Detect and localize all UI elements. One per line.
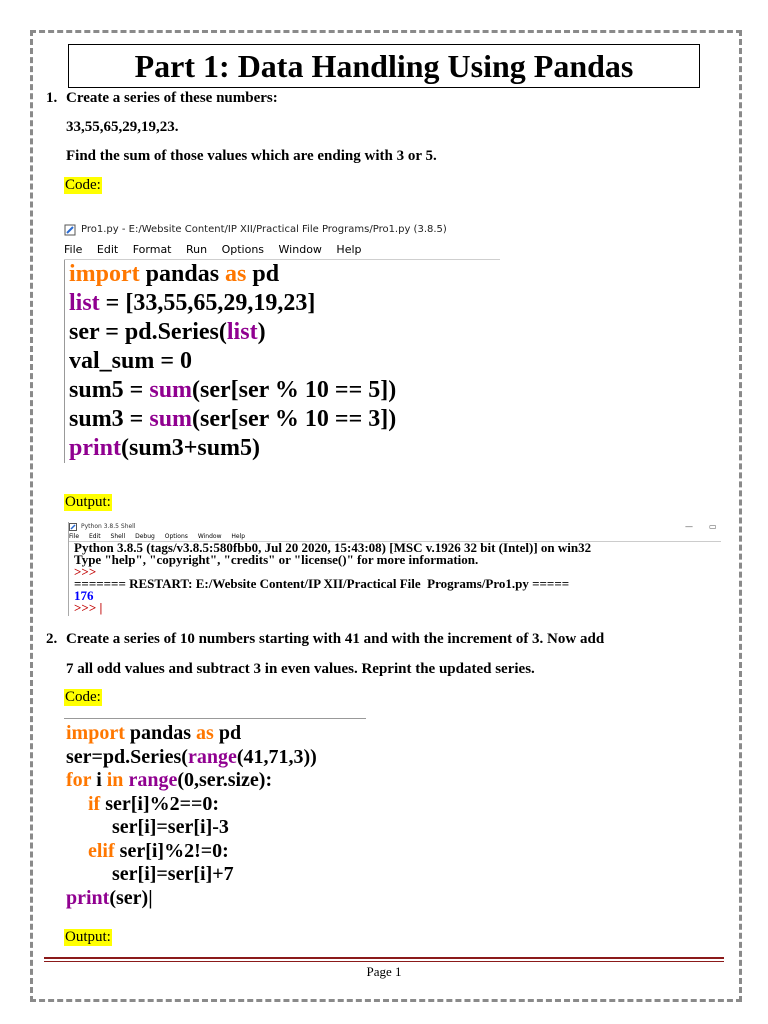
code2-line: ser[i]=ser[i]-3 bbox=[112, 816, 229, 838]
ide-title-text: Pro1.py - E:/Website Content/IP XII/Practical File Programs/Pro1.py (3.8.5) bbox=[81, 224, 447, 235]
q1-output-label: Output: bbox=[65, 494, 111, 510]
menu-edit[interactable]: Edit bbox=[96, 243, 119, 256]
shell-result: 176 bbox=[74, 588, 94, 603]
menu-run[interactable]: Run bbox=[186, 243, 208, 256]
code1-line: ser = pd.Series(list) bbox=[69, 319, 266, 345]
code1-line: sum3 = sum(ser[ser % 10 == 3]) bbox=[69, 406, 397, 432]
shell-line: Type "help", "copyright", "credits" or "license()" for more information. bbox=[74, 552, 479, 567]
shell-line: Python 3.8.5 (tags/v3.8.5:580fbb0, Jul 20 2020, 15:43:08) [MSC v.1926 32 bit (Intel)] on win32 bbox=[74, 540, 592, 555]
ide-window-1 bbox=[64, 219, 500, 463]
code1-line: list = [33,55,65,29,19,23] bbox=[69, 290, 316, 316]
page-number: Page 1 bbox=[366, 964, 402, 979]
code-block-2 bbox=[66, 722, 317, 910]
shell-prompt: >>> bbox=[74, 564, 100, 579]
shell-menu-shell[interactable]: Shell bbox=[110, 533, 126, 540]
ide-menu-bar bbox=[64, 241, 500, 260]
shell-menu-file[interactable]: File bbox=[69, 533, 80, 540]
python-shell-window bbox=[68, 522, 721, 616]
python-shell-icon bbox=[69, 523, 77, 531]
q1-line1: Create a series of these numbers: bbox=[66, 90, 278, 106]
maximize-icon[interactable]: ▭ bbox=[709, 522, 717, 531]
menu-options[interactable]: Options bbox=[221, 243, 265, 256]
q2-output-label: Output: bbox=[65, 929, 111, 945]
ide-title-bar bbox=[64, 219, 500, 241]
shell-menu-window[interactable]: Window bbox=[197, 533, 222, 540]
minimize-icon[interactable]: — bbox=[685, 522, 693, 531]
code2-line: for i in range(0,ser.size): bbox=[66, 769, 273, 791]
shell-menu-debug[interactable]: Debug bbox=[135, 533, 155, 540]
q2-number: 2. bbox=[46, 631, 58, 647]
menu-file[interactable]: File bbox=[64, 243, 83, 256]
code1-line: val_sum = 0 bbox=[69, 348, 193, 374]
menu-format[interactable]: Format bbox=[132, 243, 172, 256]
code2-line: ser[i]=ser[i]+7 bbox=[112, 863, 234, 885]
menu-window[interactable]: Window bbox=[278, 243, 322, 256]
q1-line2: Find the sum of those values which are ending with 3 or 5. bbox=[66, 148, 437, 164]
q2-code-label: Code: bbox=[65, 689, 101, 705]
code2-line: print(ser)| bbox=[66, 886, 153, 909]
code1-line: import pandas as pd bbox=[69, 261, 280, 287]
code2-line: import pandas as pd bbox=[66, 722, 242, 744]
code1-line: print(sum3+sum5) bbox=[69, 435, 261, 461]
code2-line: ser=pd.Series(range(41,71,3)) bbox=[66, 745, 317, 768]
q2-line2: 7 all odd values and subtract 3 in even values. Reprint the updated series. bbox=[66, 661, 535, 677]
shell-prompt: >>> | bbox=[74, 600, 103, 615]
q2-line1: Create a series of 10 numbers starting with 41 and with the increment of 3. Now add bbox=[66, 631, 605, 647]
code2-top-rule bbox=[64, 718, 366, 719]
code2-line: if ser[i]%2==0: bbox=[88, 792, 220, 815]
code2-line: elif ser[i]%2!=0: bbox=[88, 839, 229, 862]
q1-number: 1. bbox=[46, 90, 58, 106]
q1-numbers: 33,55,65,29,19,23. bbox=[66, 119, 179, 135]
shell-menu-edit[interactable]: Edit bbox=[88, 533, 101, 540]
page-title: Part 1: Data Handling Using Pandas bbox=[68, 44, 700, 88]
shell-title-bar bbox=[69, 522, 721, 532]
shell-menu-help[interactable]: Help bbox=[231, 533, 246, 540]
shell-output[interactable] bbox=[69, 542, 721, 614]
shell-menu-options[interactable]: Options bbox=[164, 533, 188, 540]
shell-restart-line: ======= RESTART: E:/Website Content/IP XII/Practical File Programs/Pro1.py ===== bbox=[74, 576, 570, 591]
python-file-icon bbox=[64, 224, 76, 236]
footer-rule-thin bbox=[44, 961, 724, 962]
q1-code-label: Code: bbox=[65, 177, 101, 193]
menu-help[interactable]: Help bbox=[336, 243, 362, 256]
footer-rule bbox=[44, 957, 724, 959]
code1-line: sum5 = sum(ser[ser % 10 == 5]) bbox=[69, 377, 397, 403]
shell-title-text: Python 3.8.5 Shell bbox=[81, 523, 136, 530]
code-block-1 bbox=[64, 260, 500, 463]
